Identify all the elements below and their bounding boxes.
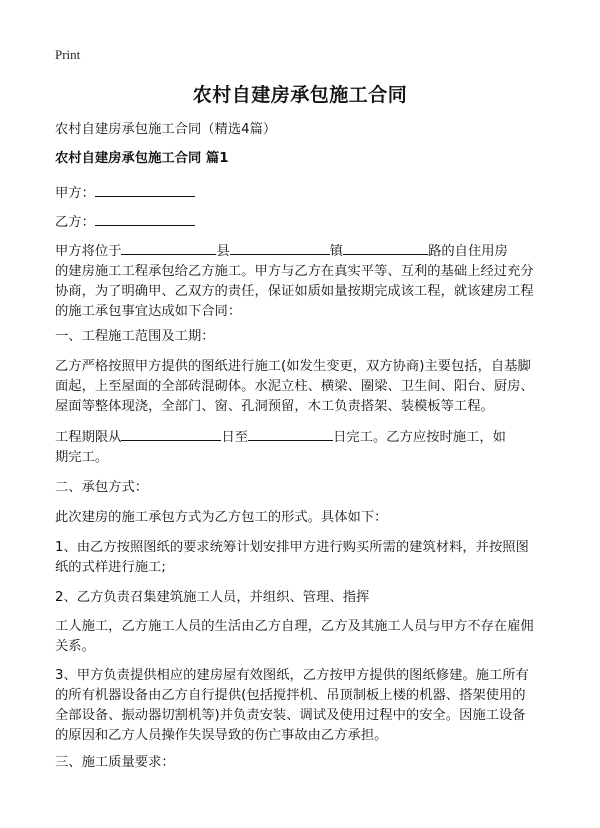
section-3-heading: 三、施工质量要求： xyxy=(55,755,175,770)
print-label[interactable]: Print xyxy=(55,47,81,62)
document-title: 农村自建房承包施工合同 xyxy=(192,84,408,106)
section-1-heading: 一、工程施工范围及工期： xyxy=(55,329,215,344)
item-3-paragraph: 3、甲方负责提供相应的建房屋有效图纸，乙方按甲方提供的图纸修建。施工所有 的所有机器设备由乙方自行提供(包括搅拌机、吊顶制板上楼的机器、搭架使用的 全部设备、振动器切割机等)并负责安装、调试及使用过程中的安全。因施工设备 的原因和乙方人员操作失误导致的伤亡事故由乙方承担。 xyxy=(55,668,529,743)
intro-row-2: 的建房施工工程承包给乙方施工。甲方与乙方在真实平等、互利的基础上经过充分 xyxy=(55,264,534,279)
document-subtitle: 农村自建房承包施工合同（精选4篇） xyxy=(55,122,277,137)
party-b-label: 乙方： xyxy=(55,215,95,230)
intro-paragraph xyxy=(55,240,550,322)
start-date-blank xyxy=(121,426,221,441)
party-b-line xyxy=(55,211,555,233)
end-date-blank xyxy=(248,426,333,441)
party-a-blank xyxy=(95,182,195,197)
schedule-paragraph: 工程期限从 日至 日完工。乙方应按时施工，如 期完工。 xyxy=(55,426,550,468)
item-1-paragraph: 1、由乙方按照图纸的要求统筹计划安排甲方进行购买所需的建筑材料，并按照图 纸的式样进行施工; xyxy=(55,540,529,575)
location-blank-2 xyxy=(230,240,330,255)
intro-row-4: 的施工承包事宜达成如下合同： xyxy=(55,304,242,319)
party-b-blank xyxy=(95,211,195,226)
section-title: 农村自建房承包施工合同 篇1 xyxy=(55,151,229,166)
worker-paragraph: 工人施工，乙方施工人员的生活由乙方自理，乙方及其施工人员与甲方不存在雇佣 关系。 xyxy=(55,619,534,654)
party-a-label: 甲方： xyxy=(55,186,95,201)
intro-row-3: 协商，为了明确甲、乙双方的责任，保证如质如量按期完成该工程，就该建房工程 xyxy=(55,284,534,299)
intro-row-1: 甲方将位于 县 镇 路的自住用房 xyxy=(55,240,550,262)
contract-method-line: 此次建房的施工承包方式为乙方包工的形式。具体如下： xyxy=(55,510,388,525)
party-a-line xyxy=(55,182,555,204)
section-2-heading: 二、承包方式： xyxy=(55,480,149,495)
item-2-line: 2、乙方负责召集建筑施工人员，并组织、管理、指挥 xyxy=(55,590,370,605)
scope-paragraph: 乙方严格按照甲方提供的图纸进行施工(如发生变更，双方协商)主要包括，自基脚 面起，上至屋面的全部砖混砌体。水泥立柱、横梁、圈梁、卫生间、阳台、厨房、 屋面等整体现浇，全部门、窗、孔洞预留，木工负责搭架、装模板等工程。 xyxy=(55,359,534,414)
location-blank-1 xyxy=(121,240,216,255)
location-blank-3 xyxy=(343,240,428,255)
